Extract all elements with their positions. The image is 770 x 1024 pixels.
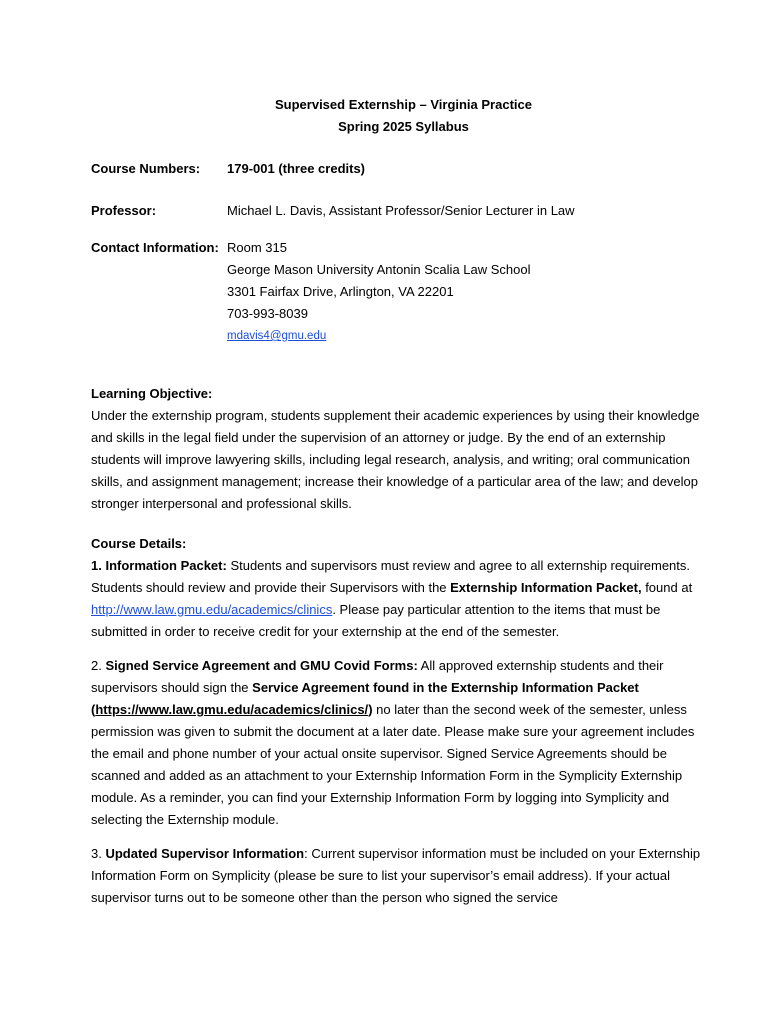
course-detail-item-2: [91, 655, 716, 831]
item-2-label: Signed Service Agreement and GMU Covid Forms:: [105, 658, 418, 673]
item-1-text-d: . Please pay particular attention to the items that must be submitted in order to receive credit for your externship at the end of the semester.: [91, 602, 661, 639]
contact-row: [91, 237, 716, 347]
item-2-text-d: no later than the second week of the semester, unless permission was given to submit the document at a later date. Please make sure your agreement includes the email and phone number of your actual onsite supervisor. Signed Service Agreements should be scanned and added as an attachment to your Externship Information Form in the Symplicity Externship module. As a reminder, you can find your Externship Information Form by logging into Symplicity and selecting the Externship module.: [91, 702, 695, 827]
course-numbers-value: 179-001 (three credits): [227, 161, 366, 176]
item-3-number: 3.: [91, 846, 102, 861]
item-2-number: 2.: [91, 658, 102, 673]
course-numbers-row: [91, 158, 716, 180]
learning-objective-text: Under the externship program, students supplement their academic experiences by using their knowledge and skills in the legal field under the supervision of an attorney or judge. By the end of an externship students will improve lawyering skills, including legal research, analysis, and writing; oral communication skills, and assignment management; increase their knowledge of a particular area of the law; and develop stronger interpersonal and professional skills.: [91, 408, 700, 511]
item-1-label: Information Packet:: [105, 558, 227, 573]
contact-phone: 703-993-8039: [227, 306, 308, 321]
course-details-section: [91, 533, 716, 909]
item-3-label: Updated Supervisor Information: [105, 846, 305, 861]
document-content: [91, 94, 716, 909]
item-3-text-a: : Current supervisor information must be included on your Externship Information Form on Symplicity (please be sure to list your supervisor’s email address). If your actual supervisor turns out to be someone other than the person who signed the service: [91, 846, 701, 905]
title-line-1: Supervised Externship – Virginia Practice: [275, 97, 532, 112]
course-numbers-label: Course Numbers:: [91, 161, 201, 176]
contact-label: Contact Information:: [91, 240, 219, 255]
contact-room: Room 315: [227, 240, 287, 255]
contact-block: [227, 237, 716, 347]
clinics-bold-link[interactable]: https://www.law.gmu.edu/academics/clinics/: [95, 702, 369, 717]
course-details-heading: Course Details:: [91, 536, 187, 551]
course-detail-item-1: [91, 555, 716, 643]
learning-objective-heading: Learning Objective:: [91, 386, 213, 401]
item-2-bold-c: ): [368, 702, 373, 717]
professor-row: [91, 200, 716, 222]
professor-value: Michael L. Davis, Assistant Professor/Senior Lecturer in Law: [227, 203, 575, 218]
course-detail-item-3: [91, 843, 716, 909]
item-2-bold-b: Service Agreement found in the Externship Information Packet (: [91, 680, 639, 717]
contact-school: George Mason University Antonin Scalia Law School: [227, 262, 531, 277]
title-line-2: Spring 2025 Syllabus: [338, 119, 469, 134]
item-1-text-c: found at: [641, 580, 693, 595]
clinics-link[interactable]: http://www.law.gmu.edu/academics/clinics: [91, 602, 333, 617]
learning-objective-section: [91, 383, 716, 515]
item-1-number: 1.: [91, 558, 102, 573]
item-2-text-a: All approved externship students and their supervisors should sign the: [91, 658, 664, 695]
professor-label: Professor:: [91, 203, 157, 218]
contact-email-link[interactable]: mdavis4@gmu.edu: [227, 330, 327, 342]
item-1-text-a: Students and supervisors must review and agree to all externship requirements. Students should review and provide their Supervisors with the: [91, 558, 691, 595]
item-1-bold-b: Externship Information Packet,: [450, 580, 642, 595]
contact-address: 3301 Fairfax Drive, Arlington, VA 22201: [227, 284, 454, 299]
document-title: [91, 94, 716, 138]
